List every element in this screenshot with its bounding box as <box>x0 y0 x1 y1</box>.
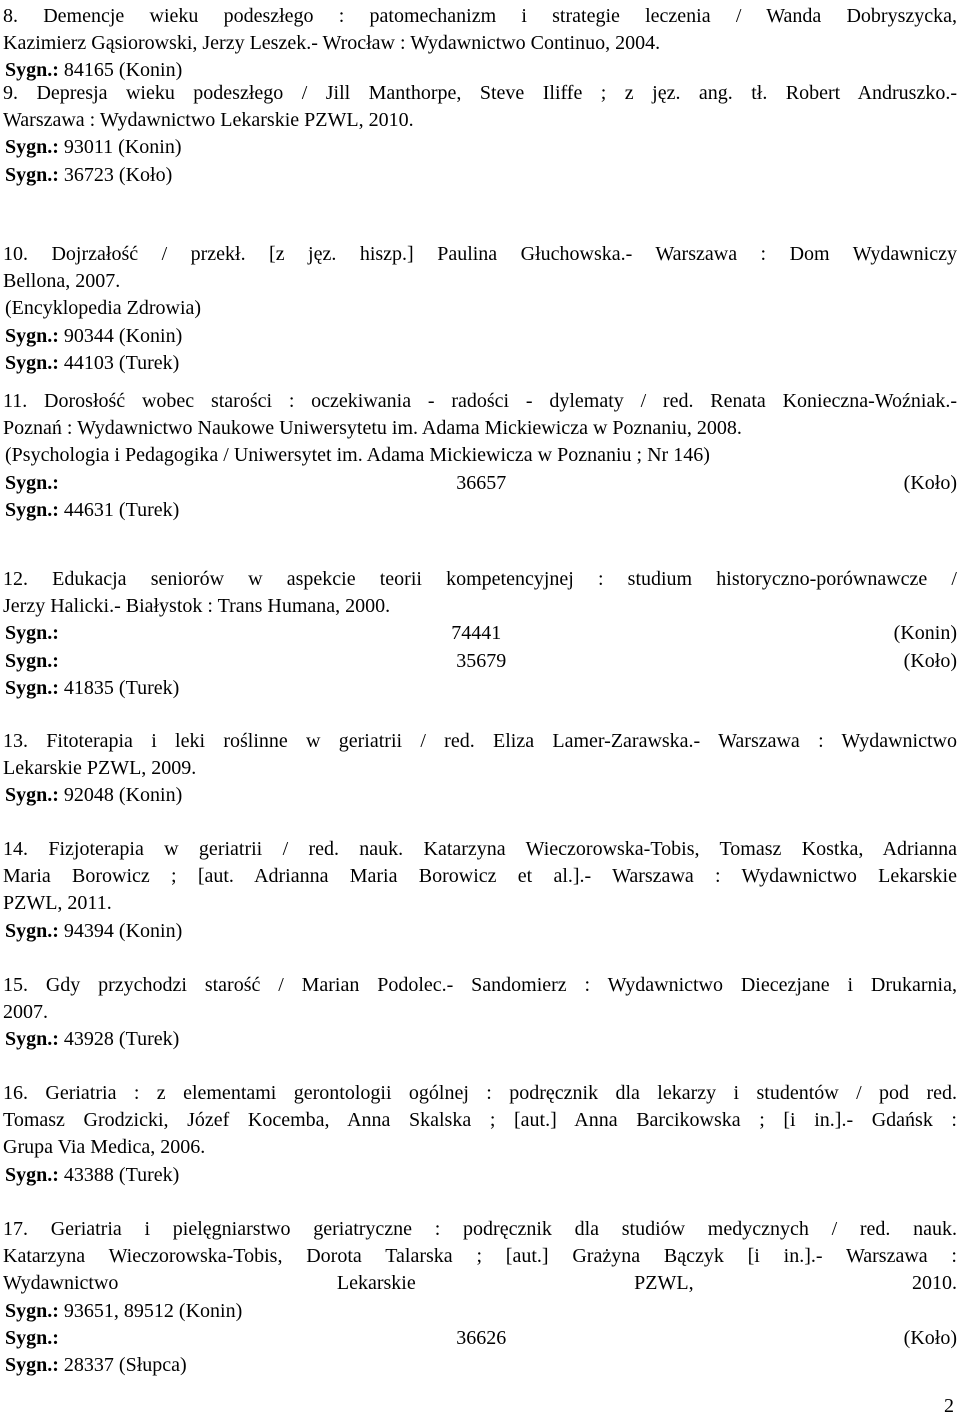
call-number-label: Sygn.: <box>5 784 59 807</box>
call-number <box>5 1352 957 1379</box>
entry-line: 9. Depresja wieku podeszłego / Jill Manthorpe, Steve Iliffe ; z jęz. ang. tł. Robert Andruszko.- <box>3 82 957 104</box>
call-number-value: 44103 (Turek) <box>63 351 180 374</box>
call-number <box>5 782 957 809</box>
call-number <box>5 1325 957 1352</box>
call-number-label: Sygn.: <box>5 351 59 374</box>
call-number-value: 36723 (Koło) <box>63 163 173 186</box>
call-number-label: Sygn.: <box>5 649 59 672</box>
call-number-label: Sygn.: <box>5 324 59 347</box>
entry-line: Bellona, 2007. <box>3 270 121 293</box>
call-number <box>5 675 957 702</box>
bibliography-entry-12 <box>3 566 957 702</box>
entry-line: 2007. <box>3 1001 48 1024</box>
page-number: 2 <box>944 1395 954 1417</box>
bibliography-entry-15 <box>3 972 957 1054</box>
entry-line: PZWL, 2011. <box>3 892 112 915</box>
call-number-value: 90344 (Konin) <box>63 324 183 347</box>
call-number-value: 94394 (Konin) <box>63 919 183 942</box>
bibliography-entry-13 <box>3 728 957 810</box>
call-number-label: Sygn.: <box>5 59 59 82</box>
call-number-location: (Koło) <box>903 649 957 672</box>
call-number <box>5 162 957 189</box>
call-number <box>5 620 957 647</box>
series-note: (Psychologia i Pedagogika / Uniwersytet im. Adama Mickiewicza w Poznaniu ; Nr 146) <box>5 444 710 467</box>
call-number-location: (Koło) <box>903 471 957 494</box>
call-number-label: Sygn.: <box>5 1163 59 1186</box>
entry-line: Grupa Via Medica, 2006. <box>3 1136 206 1159</box>
bibliography-entry-17 <box>3 1216 957 1379</box>
call-number-location: (Koło) <box>903 1326 957 1349</box>
call-number-value: 36626 <box>456 1326 507 1349</box>
call-number <box>5 134 957 161</box>
bibliography-entry-8 <box>3 3 957 85</box>
call-number-label: Sygn.: <box>5 471 59 494</box>
call-number-label: Sygn.: <box>5 676 59 699</box>
call-number-value: 36657 <box>456 471 507 494</box>
call-number-label: Sygn.: <box>5 622 59 645</box>
call-number <box>5 470 957 497</box>
call-number-value: 74441 <box>451 622 502 645</box>
entry-line: Wydawnictwo Lekarskie PZWL, 2010. <box>3 1272 957 1295</box>
document-page <box>3 0 957 1425</box>
call-number-label: Sygn.: <box>5 163 59 186</box>
call-number-value: 43928 (Turek) <box>63 1028 180 1051</box>
entry-line: 11. Dorosłość wobec starości : oczekiwania - radości - dylematy / red. Renata Konieczna-Woźniak.- <box>3 390 957 412</box>
call-number-value: 44631 (Turek) <box>63 498 180 521</box>
call-number-value: 41835 (Turek) <box>63 676 180 699</box>
call-number <box>5 918 957 945</box>
entry-line: Lekarskie PZWL, 2009. <box>3 757 197 780</box>
call-number <box>5 648 957 675</box>
call-number <box>5 497 957 524</box>
call-number-value: 28337 (Słupca) <box>63 1354 187 1377</box>
call-number-label: Sygn.: <box>5 1028 59 1051</box>
call-number-value: 84165 (Konin) <box>63 59 183 82</box>
call-number-value: 93011 (Konin) <box>63 136 182 159</box>
call-number-label: Sygn.: <box>5 919 59 942</box>
entry-line: Kazimierz Gąsiorowski, Jerzy Leszek.- Wrocław : Wydawnictwo Continuo, 2004. <box>3 32 661 55</box>
call-number <box>5 1026 957 1053</box>
call-number <box>5 1298 957 1325</box>
call-number <box>5 350 957 377</box>
call-number-value: 35679 <box>456 649 507 672</box>
bibliography-entry-11 <box>3 388 957 524</box>
call-number-value: 43388 (Turek) <box>63 1163 180 1186</box>
entry-line: 8. Demencje wieku podeszłego : patomechanizm i strategie leczenia / Wanda Dobryszycka, <box>3 5 957 27</box>
entry-line: 10. Dojrzałość / przekł. [z jęz. hiszp.] Paulina Głuchowska.- Warszawa : Dom Wydawniczy <box>3 243 957 265</box>
entry-line: Katarzyna Wieczorowska-Tobis, Dorota Talarska ; [aut.] Grażyna Bączyk [i in.].- Warszawa : <box>3 1245 957 1268</box>
call-number-label: Sygn.: <box>5 136 59 159</box>
series-note: (Encyklopedia Zdrowia) <box>5 297 202 320</box>
entry-line: Warszawa : Wydawnictwo Lekarskie PZWL, 2010. <box>3 109 414 132</box>
bibliography-entry-10 <box>3 241 957 377</box>
call-number-label: Sygn.: <box>5 1299 59 1322</box>
call-number-label: Sygn.: <box>5 1354 59 1377</box>
entry-line: Tomasz Grodzicki, Józef Kocemba, Anna Skalska ; [aut.] Anna Barcikowska ; [i in.].- Gdańsk : <box>3 1109 957 1132</box>
bibliography-entry-16 <box>3 1080 957 1189</box>
call-number-label: Sygn.: <box>5 498 59 521</box>
call-number-value: 92048 (Konin) <box>63 784 183 807</box>
entry-line: 14. Fizjoterapia w geriatrii / red. nauk. Katarzyna Wieczorowska-Tobis, Tomasz Kostka, Adrianna <box>3 838 957 860</box>
entry-line: 16. Geriatria : z elementami gerontologii ogólnej : podręcznik dla lekarzy i studentów / pod red. <box>3 1082 957 1104</box>
call-number <box>5 323 957 350</box>
call-number <box>5 1162 957 1189</box>
entry-line: Jerzy Halicki.- Białystok : Trans Humana, 2000. <box>3 595 391 618</box>
entry-line: 15. Gdy przychodzi starość / Marian Podolec.- Sandomierz : Wydawnictwo Diecezjane i Drukarnia, <box>3 974 957 996</box>
entry-line: 12. Edukacja seniorów w aspekcie teorii kompetencyjnej : studium historyczno-porównawcze / <box>3 568 957 590</box>
bibliography-entry-14 <box>3 836 957 945</box>
call-number-value: 93651, 89512 (Konin) <box>63 1299 243 1322</box>
entry-line: Maria Borowicz ; [aut. Adrianna Maria Borowicz et al.].- Warszawa : Wydawnictwo Lekarskie <box>3 865 957 888</box>
bibliography-entry-9 <box>3 80 957 189</box>
call-number-location: (Konin) <box>893 622 957 645</box>
call-number-label: Sygn.: <box>5 1326 59 1349</box>
entry-line: 17. Geriatria i pielęgniarstwo geriatryczne : podręcznik dla studiów medycznych / red. nauk. <box>3 1218 957 1240</box>
entry-line: 13. Fitoterapia i leki roślinne w geriatrii / red. Eliza Lamer-Zarawska.- Warszawa : Wydawnictwo <box>3 730 957 752</box>
entry-line: Poznań : Wydawnictwo Naukowe Uniwersytetu im. Adama Mickiewicza w Poznaniu, 2008. <box>3 417 742 440</box>
